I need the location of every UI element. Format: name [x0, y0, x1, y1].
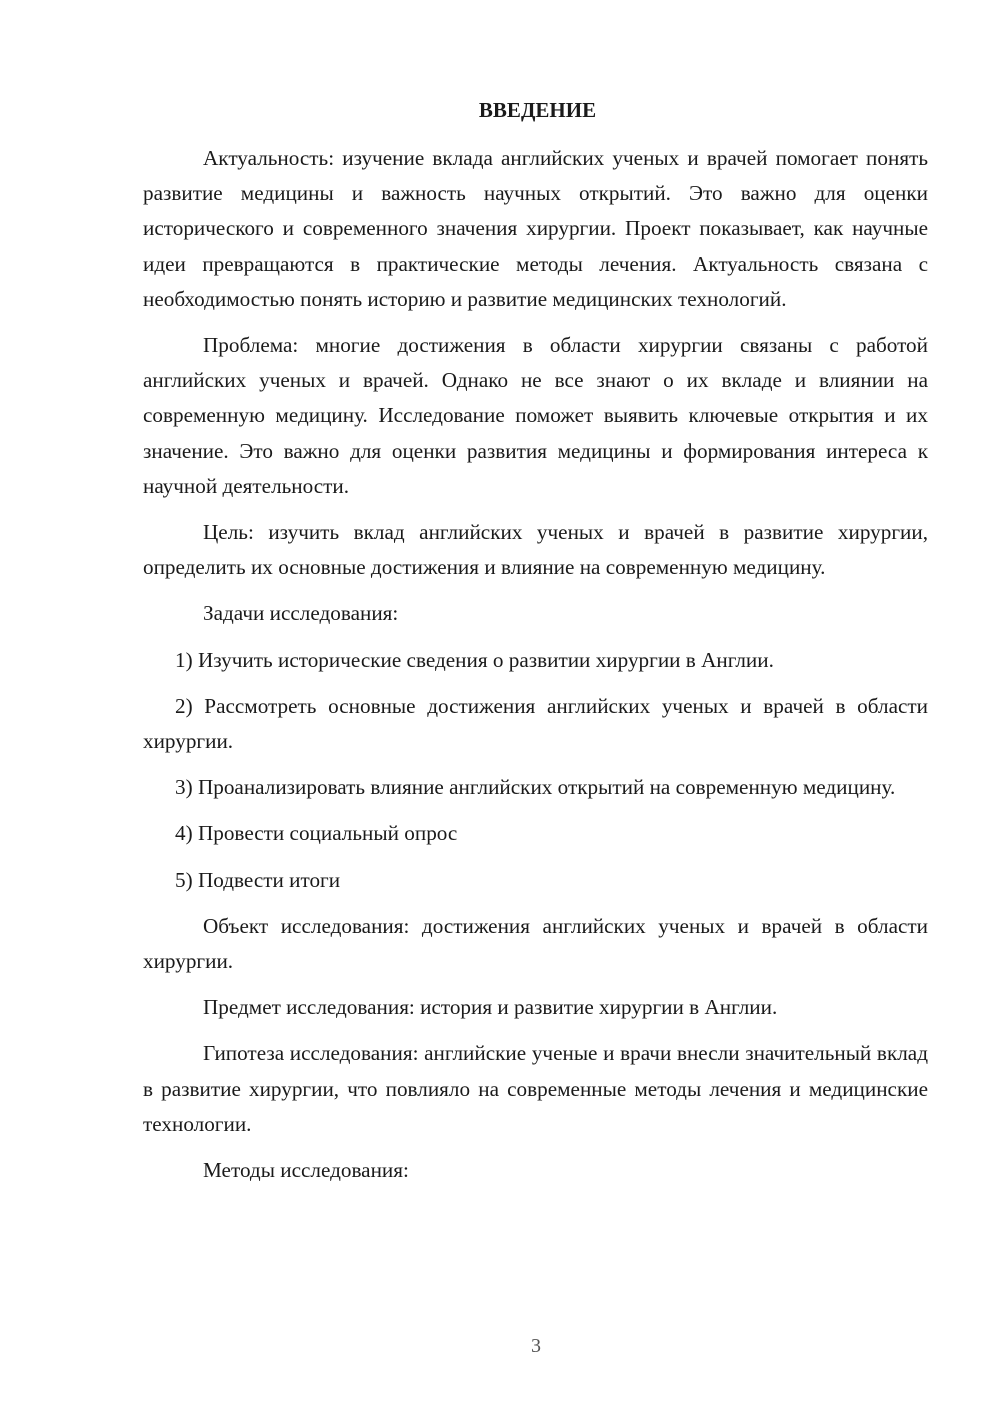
section-heading: ВВЕДЕНИЕ — [478, 98, 597, 122]
paragraph-hypothesis: Гипотеза исследования: английские ученые и врачи внесли значительный вклад в развитие хирургии, что повлияло на современные методы лечения и медицинские технологии. — [143, 1041, 928, 1136]
list-item-task-3: 3) Проанализировать влияние английских открытий на современную медицину. — [175, 775, 896, 800]
list-item-task-5: 5) Подвести итоги — [175, 867, 341, 892]
paragraph-object: Объект исследования: достижения английских ученых и врачей в области хирургии. — [143, 913, 928, 974]
list-item-task-2: 2) Рассмотреть основные достижения английских ученых и врачей в области хирургии. — [143, 693, 928, 754]
list-item-task-4: 4) Провести социальный опрос — [175, 821, 458, 846]
paragraph-tasks-title: Задачи исследования: — [203, 601, 399, 626]
document-body — [143, 141, 928, 1199]
paragraph-goal: Цель: изучить вклад английских ученых и врачей в развитие хирургии, определить их основные достижения и влияние на современную медицину. — [143, 520, 928, 580]
paragraph-relevance: Актуальность: изучение вклада английских ученых и врачей помогает понять развитие медицины и важность научных открытий. Это важно для оценки исторического и современного значения хирургии. Проект показывает, как научные идеи превращаются в практические методы лечения. Актуальность связана с необходимостью понять историю и развитие медицинских технологий. — [143, 146, 928, 311]
list-item-task-1: 1) Изучить исторические сведения о развитии хирургии в Англии. — [175, 647, 774, 672]
paragraph-subject: Предмет исследования: история и развитие хирургии в Англии. — [203, 995, 778, 1020]
paragraph-methods: Методы исследования: — [203, 1158, 409, 1183]
paragraph-problem: Проблема: многие достижения в области хирургии связаны с работой английских ученых и врачей. Однако не все знают о их вкладе и влиянии на современную медицину. Исследование поможет выявить ключевые открытия и их значение. Это важно для оценки развития медицины и формирования интереса к научной деятельности. — [143, 333, 928, 498]
page-number: 3 — [531, 1335, 541, 1357]
